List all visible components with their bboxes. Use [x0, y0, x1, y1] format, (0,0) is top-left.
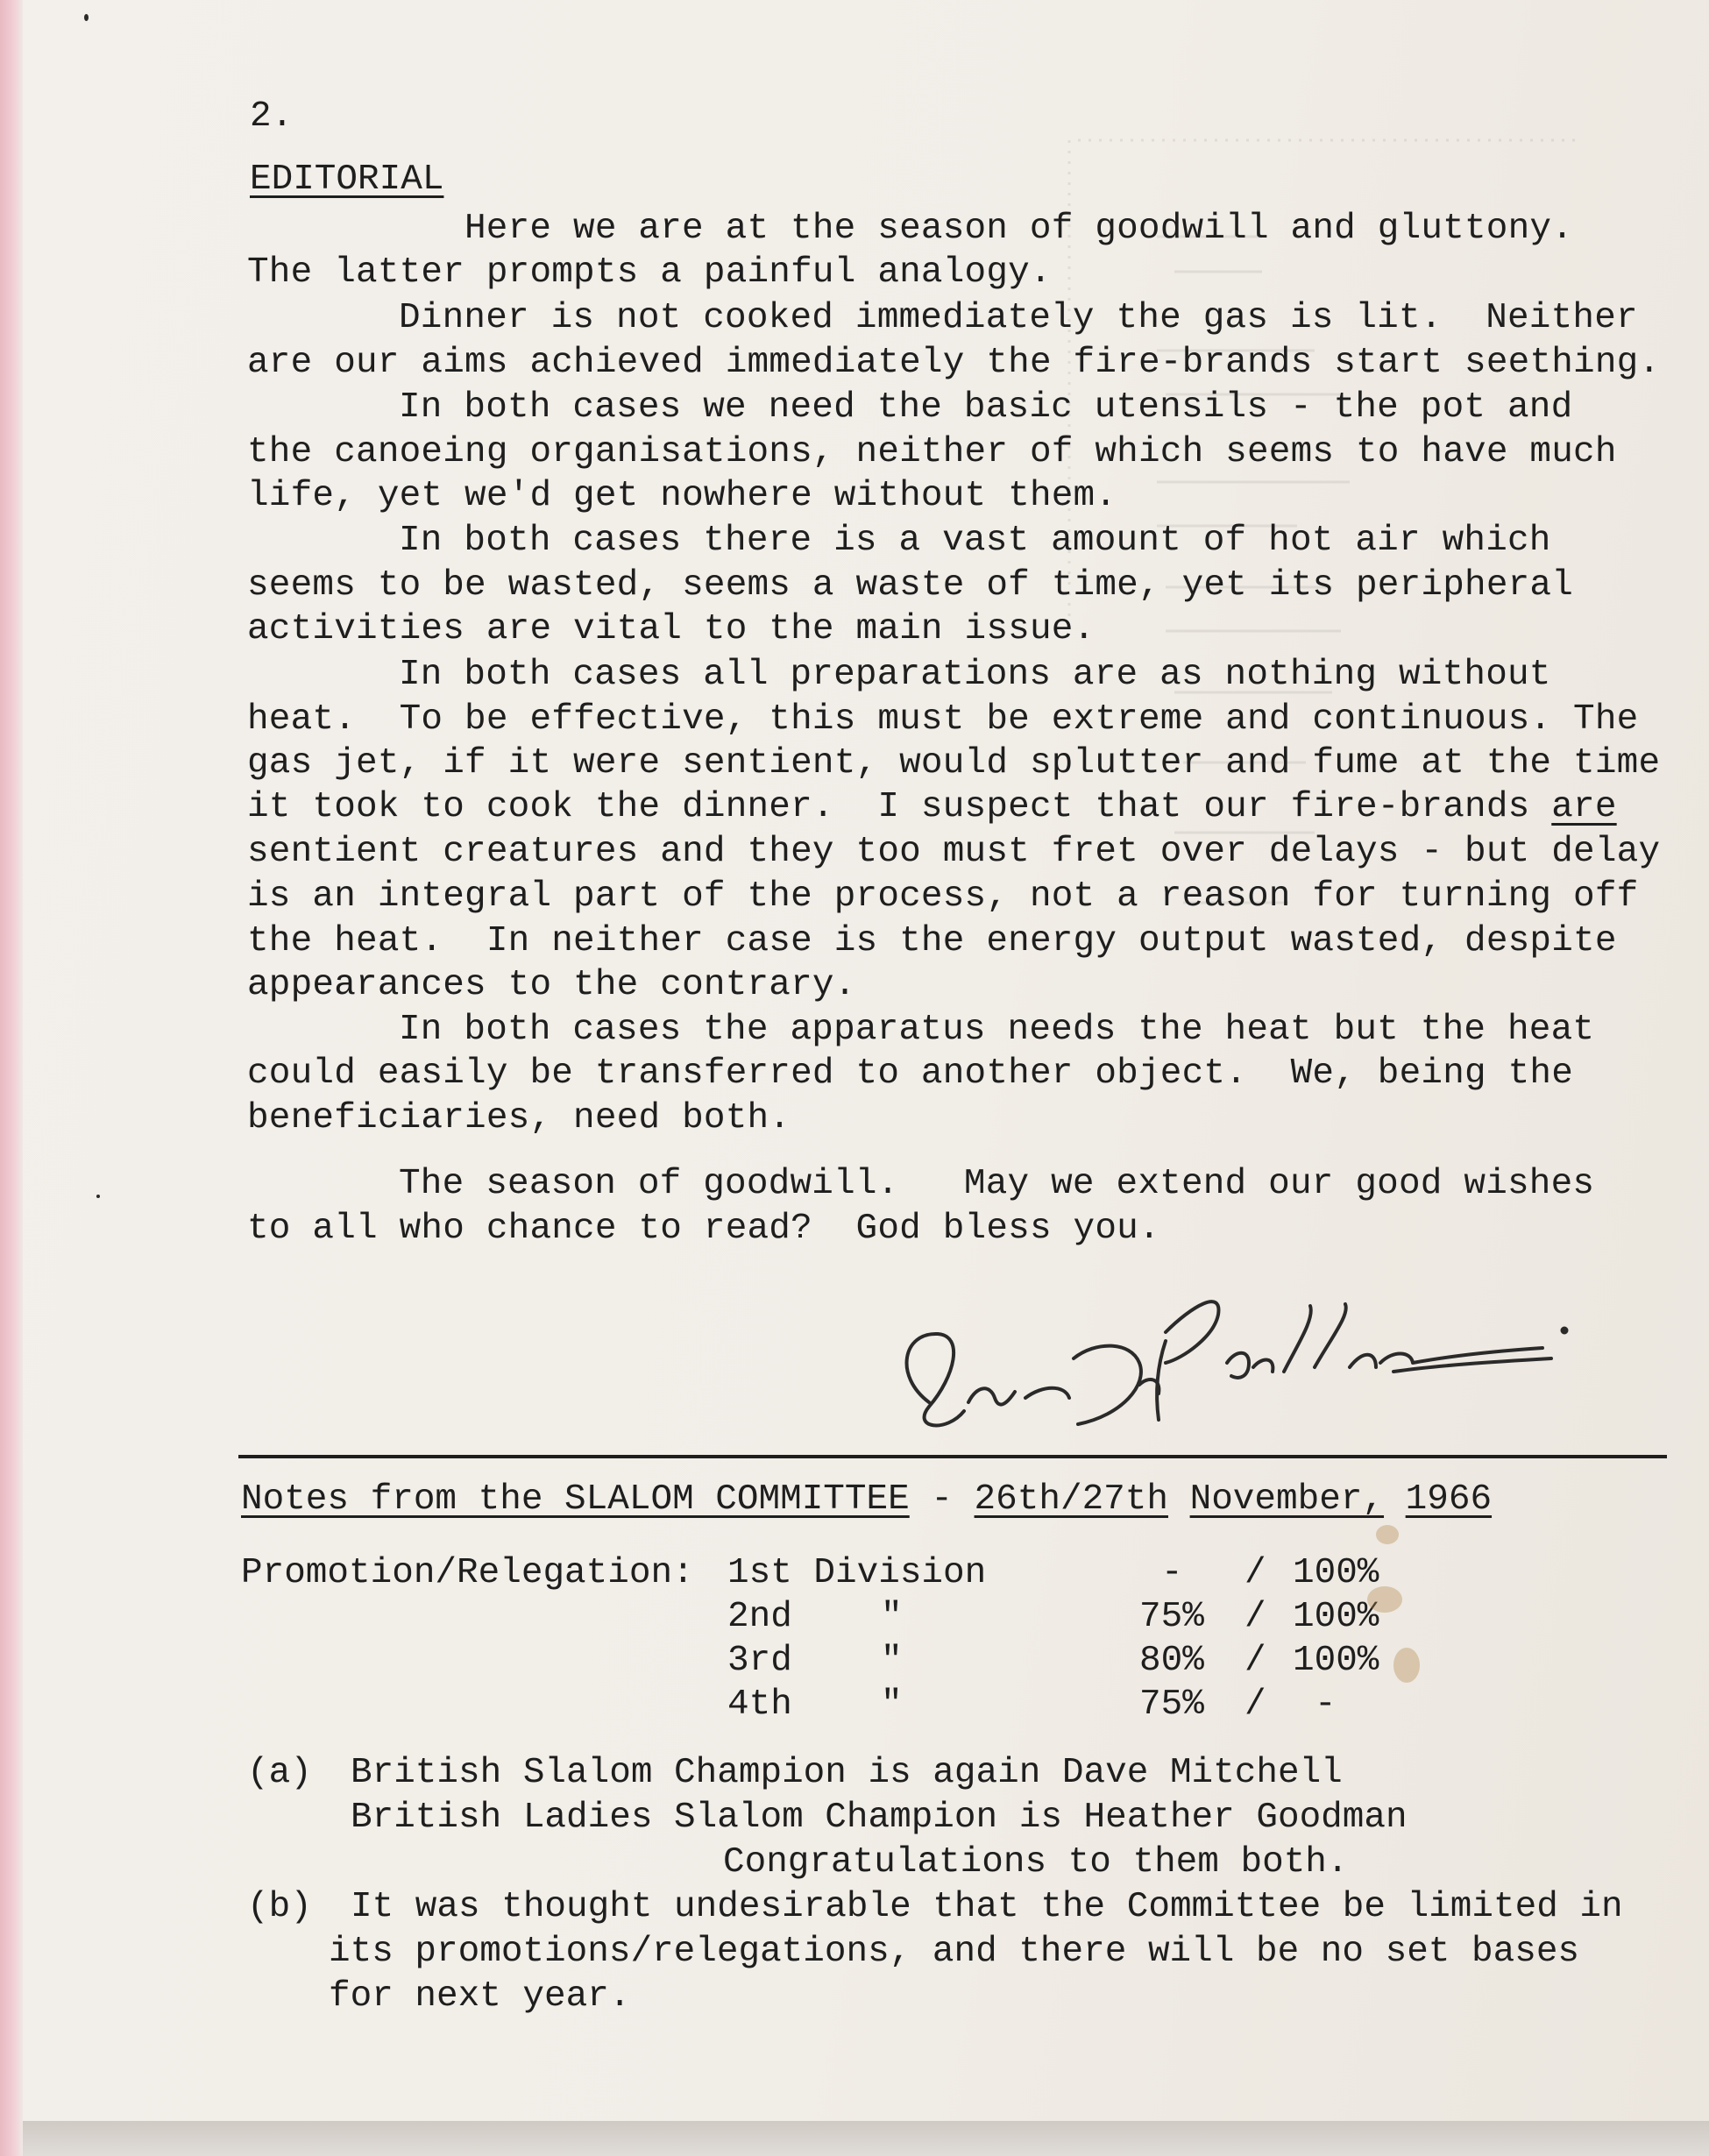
editorial-line: to all who chance to read? God bless you.	[247, 1209, 1160, 1249]
division-separator: /	[1245, 1684, 1266, 1725]
editorial-line: the canoeing organisations, neither of which seems to have much	[247, 432, 1617, 472]
note-line: British Ladies Slalom Champion is Heather Goodman	[351, 1798, 1408, 1838]
page-number: 2.	[250, 96, 294, 137]
note-marker: (b)	[247, 1887, 312, 1927]
editorial-line: life, yet we'd get nowhere without them.	[247, 476, 1117, 516]
notes-title-dates: 26th/27th	[974, 1479, 1168, 1520]
editorial-line: In both cases we need the basic utensils - the pot and	[399, 387, 1573, 428]
division-name: 2nd	[727, 1597, 792, 1637]
division-separator: /	[1245, 1641, 1266, 1681]
editorial-line: appearances to the contrary.	[247, 965, 856, 1005]
notes-title-year: 1966	[1405, 1479, 1493, 1520]
editorial-line: beneficiaries, need both.	[247, 1098, 791, 1138]
editorial-line: sentient creatures and they too must fret over delays - but delay	[247, 832, 1661, 872]
page-bottom-shadow	[23, 2121, 1709, 2156]
division-name: 4th	[727, 1684, 792, 1725]
division-relegation: 100%	[1293, 1641, 1379, 1681]
underlined-word: are	[1551, 787, 1617, 827]
editorial-line: In both cases the apparatus needs the heat but the heat	[399, 1010, 1595, 1050]
notes-title-prefix: Notes from the SLALOM COMMITTEE	[241, 1479, 910, 1520]
section-divider	[238, 1455, 1667, 1458]
division-name: 1st Division	[727, 1553, 987, 1593]
note-line: for next year.	[329, 1976, 631, 2017]
notes-title-dash: -	[909, 1479, 975, 1520]
editorial-line	[247, 785, 1617, 829]
division-relegation: -	[1315, 1684, 1337, 1725]
editorial-line: activities are vital to the main issue.	[247, 609, 1096, 649]
note-line: British Slalom Champion is again Dave Mitchell	[351, 1753, 1343, 1793]
division-relegation: 100%	[1293, 1553, 1379, 1593]
editorial-line: In both cases there is a vast amount of hot air which	[399, 521, 1551, 561]
editorial-line-text: it took to cook the dinner. I suspect that our fire-brands	[247, 787, 1552, 827]
note-marker: (a)	[247, 1753, 312, 1793]
paper-stain	[1367, 1586, 1402, 1613]
notes-title-month: November,	[1189, 1479, 1385, 1520]
editorial-line: The season of goodwill. May we extend our good wishes	[399, 1164, 1595, 1204]
editorial-line: the heat. In neither case is the energy output wasted, despite	[247, 921, 1617, 961]
editorial-line: heat. To be effective, this must be extreme and continuous. The	[247, 699, 1639, 740]
division-promotion: 75%	[1139, 1597, 1204, 1637]
ditto-mark: "	[881, 1684, 903, 1725]
editorial-line: could easily be transferred to another object. We, being the	[247, 1053, 1574, 1094]
handwritten-signature	[876, 1253, 1578, 1446]
note-line: Congratulations to them both.	[723, 1842, 1349, 1883]
division-relegation: 100%	[1293, 1597, 1379, 1637]
pink-cover-edge	[0, 0, 23, 2156]
division-promotion: -	[1161, 1553, 1183, 1593]
promotion-label: Promotion/Relegation:	[241, 1553, 694, 1593]
editorial-heading: EDITORIAL	[250, 160, 444, 200]
notes-title	[241, 1479, 1492, 1520]
editorial-line: Here we are at the season of goodwill and gluttony.	[464, 209, 1574, 249]
editorial-line: In both cases all preparations are as nothing without	[399, 655, 1551, 695]
division-name: 3rd	[727, 1641, 792, 1681]
editorial-line: The latter prompts a painful analogy.	[247, 252, 1052, 293]
division-separator: /	[1245, 1597, 1266, 1637]
editorial-line: are our aims achieved immediately the fire-brands start seething.	[247, 343, 1661, 383]
ditto-mark: "	[881, 1641, 903, 1681]
editorial-line: seems to be wasted, seems a waste of time, yet its peripheral	[247, 565, 1574, 606]
editorial-line: is an integral part of the process, not a reason for turning off	[247, 876, 1639, 917]
paper-speck	[84, 14, 89, 21]
ditto-mark: "	[881, 1597, 903, 1637]
paper-speck	[96, 1195, 100, 1198]
division-promotion: 75%	[1139, 1684, 1204, 1725]
editorial-line: Dinner is not cooked immediately the gas is lit. Neither	[399, 298, 1638, 338]
division-promotion: 80%	[1139, 1641, 1204, 1681]
paper-stain	[1393, 1648, 1420, 1683]
note-line: It was thought undesirable that the Committee be limited in	[351, 1887, 1623, 1927]
paper-stain	[1376, 1525, 1399, 1544]
note-line: its promotions/relegations, and there will be no set bases	[329, 1932, 1580, 1972]
division-separator: /	[1245, 1553, 1266, 1593]
editorial-line: gas jet, if it were sentient, would splutter and fume at the time	[247, 743, 1661, 784]
